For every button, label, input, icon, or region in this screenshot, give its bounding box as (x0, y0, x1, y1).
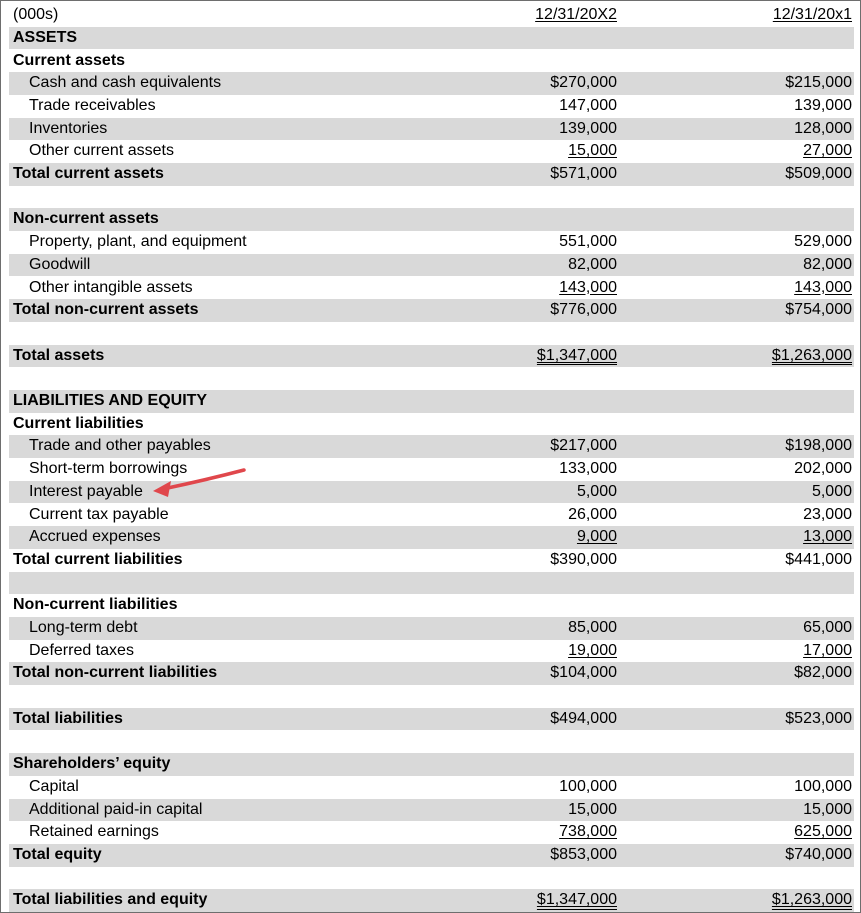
row-label: Capital (29, 777, 79, 795)
spacer-row (9, 186, 854, 209)
total-row (9, 345, 854, 368)
table-row (9, 821, 854, 844)
total-row (9, 708, 854, 731)
total-label: Total non-current assets (13, 301, 199, 319)
table-row (9, 799, 854, 822)
table-row (9, 118, 854, 141)
row-label: Additional paid-in capital (29, 800, 203, 818)
value-20x2: 15,000 (568, 142, 617, 160)
section-heading-row (9, 390, 854, 413)
table-row (9, 776, 854, 799)
value-20x1: $1,263,000 (771, 891, 852, 909)
value-20x1: 82,000 (803, 255, 852, 273)
value-20x1: 5,000 (811, 482, 852, 500)
table-row (9, 458, 854, 481)
value-20x2: $217,000 (550, 437, 617, 455)
value-20x2: 738,000 (559, 823, 617, 841)
column-header-20x2: 12/31/20X2 (535, 6, 617, 24)
table-row (9, 481, 854, 504)
value-20x1: $198,000 (785, 437, 852, 455)
value-20x2: 147,000 (559, 96, 617, 114)
subheading-row (9, 413, 854, 436)
value-20x2: 133,000 (559, 460, 617, 478)
value-20x2: $104,000 (550, 664, 617, 682)
row-label: Trade receivables (29, 96, 156, 114)
table-row (9, 254, 854, 277)
value-20x2: 143,000 (559, 278, 617, 296)
total-row (9, 549, 854, 572)
subheading-row (9, 50, 854, 73)
header-row (9, 4, 854, 27)
spacer-row (9, 572, 854, 595)
table-row (9, 95, 854, 118)
value-20x1: 625,000 (794, 823, 852, 841)
value-20x2: 139,000 (559, 119, 617, 137)
value-20x2: 551,000 (559, 233, 617, 251)
value-20x2: $776,000 (550, 301, 617, 319)
table-row (9, 140, 854, 163)
value-20x2: 82,000 (568, 255, 617, 273)
value-20x1: 143,000 (794, 278, 852, 296)
value-20x1: $82,000 (794, 664, 852, 682)
row-label: Deferred taxes (29, 641, 134, 659)
subheading-row (9, 753, 854, 776)
row-label: Retained earnings (29, 823, 159, 841)
current-assets-heading: Current assets (13, 51, 126, 69)
value-20x1: $441,000 (785, 550, 852, 568)
row-label: Short-term borrowings (29, 460, 188, 478)
section-heading-row (9, 27, 854, 50)
total-label: Total equity (13, 846, 102, 863)
value-20x2: $1,347,000 (536, 346, 617, 364)
value-20x1: 23,000 (803, 505, 852, 523)
value-20x1: 100,000 (794, 777, 852, 795)
value-20x2: 85,000 (568, 619, 617, 636)
total-row (9, 299, 854, 322)
value-20x2: 26,000 (568, 505, 617, 523)
value-20x1: 202,000 (794, 460, 852, 478)
spacer-row (9, 867, 854, 890)
value-20x2: 5,000 (576, 482, 617, 500)
total-label: Total current liabilities (13, 550, 183, 568)
row-label: Inventories (29, 119, 108, 137)
value-20x2: $494,000 (550, 709, 617, 727)
total-label: Total liabilities and equity (13, 891, 208, 909)
table-row (9, 435, 854, 458)
total-row (9, 844, 854, 867)
value-20x1: 13,000 (803, 528, 852, 546)
value-20x2: $571,000 (550, 165, 617, 182)
value-20x1: 65,000 (803, 619, 852, 636)
value-20x1: $740,000 (785, 846, 852, 863)
value-20x2: $270,000 (550, 74, 617, 92)
value-20x2: $853,000 (550, 846, 617, 863)
value-20x1: $509,000 (785, 165, 852, 182)
table-row (9, 640, 854, 663)
value-20x2: 100,000 (559, 777, 617, 795)
total-row (9, 662, 854, 685)
liabilities-title: LIABILITIES AND EQUITY (13, 392, 208, 409)
units-label: (000s) (13, 6, 59, 24)
value-20x2: $390,000 (550, 550, 617, 568)
subheading-row (9, 594, 854, 617)
total-label: Total non-current liabilities (13, 664, 218, 682)
table-row (9, 526, 854, 549)
row-label: Goodwill (29, 255, 91, 273)
value-20x2: 9,000 (576, 528, 617, 546)
row-label: Trade and other payables (29, 437, 211, 455)
spacer-row (9, 367, 854, 390)
value-20x1: $1,263,000 (771, 346, 852, 364)
noncurrent-assets-heading: Non-current assets (13, 210, 159, 228)
row-label: Other intangible assets (29, 278, 193, 296)
table-row (9, 617, 854, 640)
noncurrent-liabilities-heading: Non-current liabilities (13, 596, 178, 614)
spacer-row (9, 322, 854, 345)
total-label: Total liabilities (13, 709, 123, 727)
row-label: Current tax payable (29, 505, 169, 523)
subheading-row (9, 208, 854, 231)
value-20x1: 128,000 (794, 119, 852, 137)
row-label: Cash and cash equivalents (29, 74, 222, 92)
value-20x2: 15,000 (568, 800, 617, 818)
value-20x1: $523,000 (785, 709, 852, 727)
table-row (9, 504, 854, 527)
value-20x1: 17,000 (803, 641, 852, 659)
value-20x1: $754,000 (785, 301, 852, 319)
table-row (9, 231, 854, 254)
total-row (9, 889, 854, 912)
column-header-20x1: 12/31/20x1 (772, 6, 852, 24)
spacer-row (9, 685, 854, 708)
row-label: Long-term debt (29, 619, 138, 636)
current-liabilities-heading: Current liabilities (13, 414, 144, 432)
row-label: Property, plant, and equipment (29, 233, 247, 251)
value-20x1: 15,000 (803, 800, 852, 818)
equity-heading: Shareholders’ equity (13, 755, 171, 773)
total-label: Total assets (13, 346, 105, 364)
total-row (9, 163, 854, 186)
assets-title: ASSETS (13, 28, 78, 46)
value-20x1: 27,000 (803, 142, 852, 160)
table-row (9, 72, 854, 95)
row-label: Other current assets (29, 142, 174, 160)
total-label: Total current assets (13, 165, 164, 182)
row-label: Interest payable (29, 482, 143, 500)
table-row (9, 277, 854, 300)
value-20x1: 529,000 (794, 233, 852, 251)
value-20x2: $1,347,000 (536, 891, 617, 909)
row-label: Accrued expenses (29, 528, 161, 546)
value-20x2: 19,000 (568, 641, 617, 659)
value-20x1: $215,000 (785, 74, 852, 92)
spacer-row (9, 731, 854, 754)
value-20x1: 139,000 (794, 96, 852, 114)
